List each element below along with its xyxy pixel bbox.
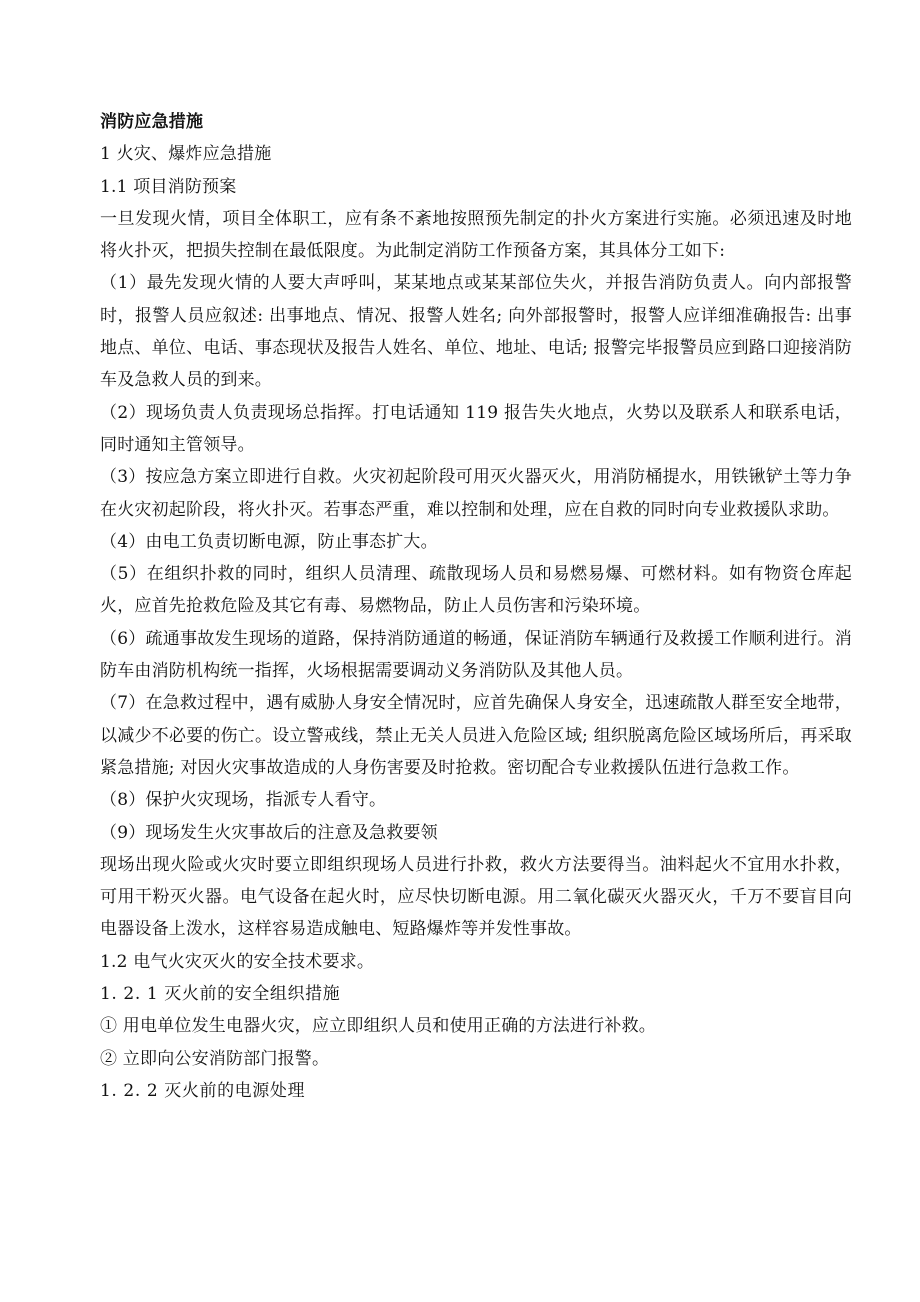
list-item: （4）由电工负责切断电源，防止事态扩大。: [100, 531, 438, 552]
intro-paragraph: 一旦发现火情，项目全体职工，应有条不紊地按照预先制定的扑火方案进行实施。必须迅速及时地将火扑灭，把损失控制在最低限度。为此制定消防工作预备方案，其具体分工如下:: [100, 208, 852, 262]
list-item: （7）在急救过程中，遇有威胁人身安全情况时，应首先确保人身安全，迅速疏散人群至安全地带，以减少不必要的伤亡。设立警戒线，禁止无关人员进入危险区域; 组织脱离危险区域场所后，再采取紧急措施; 对因火灾事故造成的人身伤害要及时抢救。密切配合专业救援队伍进行急救工作。: [100, 693, 852, 778]
section-heading-1: 1 火灾、爆炸应急措施: [100, 144, 272, 165]
document-page: [100, 106, 852, 1107]
point-item-1: ① 用电单位发生电器火灾，应立即组织人员和使用正确的方法进行补救。: [100, 1016, 657, 1037]
section-heading-1-2-2: 1. 2. 2 灭火前的电源处理: [100, 1080, 306, 1101]
section-heading-1-1: 1.1 项目消防预案: [100, 176, 237, 197]
point-item-2: ② 立即向公安消防部门报警。: [100, 1048, 330, 1069]
list-item: （5）在组织扑救的同时，组织人员清理、疏散现场人员和易燃易爆、可燃材料。如有物资仓库起火，应首先抢救危险及其它有毒、易燃物品，防止人员伤害和污染环境。: [100, 564, 852, 617]
note-paragraph: 现场出现火险或火灾时要立即组织现场人员进行扑救，救火方法要得当。油料起火不宜用水扑救，可用干粉灭火器。电气设备在起火时，应尽快切断电源。用二氧化碳灭火器灭火，千万不要盲目向电器设备上泼水，这样容易造成触电、短路爆炸等并发性事故。: [100, 854, 852, 940]
list-item: （1）最先发现火情的人要大声呼叫，某某地点或某某部位失火，并报告消防负责人。向内部报警时，报警人员应叙述: 出事地点、情况、报警人姓名; 向外部报警时，报警人应详细准确报告: 出事地点、单位、电话、事态现状及报告人姓名、单位、地址、电话; 报警完毕报警员应到路口迎接消防车及急救人员的到来。: [100, 273, 852, 391]
list-item: （8）保护火灾现场，指派专人看守。: [100, 790, 387, 811]
section-heading-1-2-1: 1. 2. 1 灭火前的安全组织措施: [100, 984, 341, 1005]
list-item: （9）现场发生火灾事故后的注意及急救要领: [100, 822, 438, 843]
list-item: （2）现场负责人负责现场总指挥。打电话通知 119 报告失火地点，火势以及联系人和联系电话，同时通知主管领导。: [100, 402, 852, 455]
document-title: 消防应急措施: [100, 112, 204, 132]
list-item: （3）按应急方案立即进行自救。火灾初起阶段可用灭火器灭火，用消防桶提水，用铁锹铲土等力争在火灾初起阶段，将火扑灭。若事态严重，难以控制和处理，应在自救的同时向专业救援队求助。: [100, 467, 852, 520]
section-heading-1-2: 1.2 电气火灾灭火的安全技术要求。: [100, 951, 375, 972]
list-item: （6）疏通事故发生现场的道路，保持消防通道的畅通，保证消防车辆通行及救援工作顺利进行。消防车由消防机构统一指挥，火场根据需要调动义务消防队及其他人员。: [100, 628, 852, 682]
